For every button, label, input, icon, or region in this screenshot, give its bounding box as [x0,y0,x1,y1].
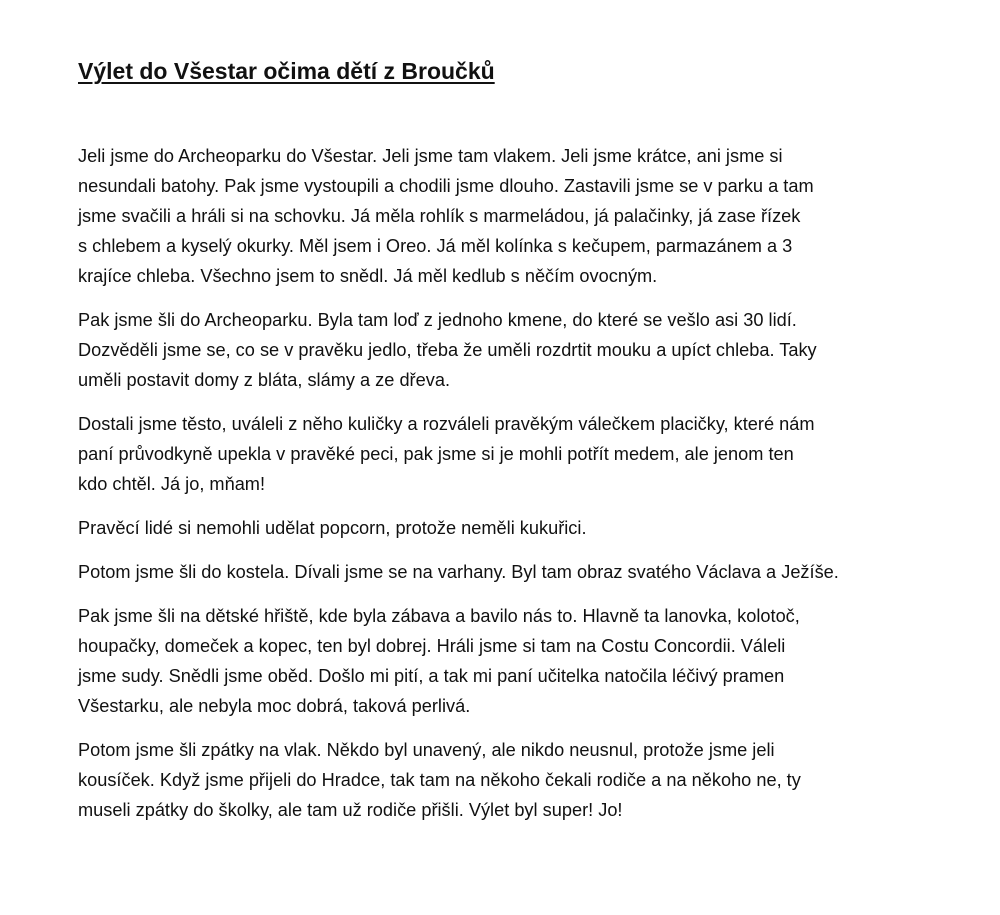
text-line: Pak jsme šli do Archeoparku. Byla tam loď z jednoho kmene, do které se vešlo asi 30 lidí. [78,310,797,330]
text-line: jsme sudy. Snědli jsme oběd. Došlo mi pití, a tak mi paní učitelka natočila léčivý pramen [78,666,785,686]
text-line: s chlebem a kyselý okurky. Měl jsem i Oreo. Já měl kolínka s kečupem, parmazánem a 3 [78,236,793,256]
text-line: Všestarku, ale nebyla moc dobrá, taková perlivá. [78,696,471,716]
paragraph-1 [78,141,938,291]
paragraph-3 [78,409,938,499]
paragraph-5 [78,557,938,587]
text-line: kousíček. Když jsme přijeli do Hradce, tak tam na někoho čekali rodiče a na někoho ne, ty [78,770,801,790]
paragraph-7 [78,735,938,825]
text-line: krajíce chleba. Všechno jsem to snědl. Já měl kedlub s něčím ovocným. [78,266,658,286]
paragraph-2 [78,305,938,395]
text-line: jsme svačili a hráli si na schovku. Já měla rohlík s marmeládou, já palačinky, já zase řízek [78,206,801,226]
document-title: Výlet do Všestar očima dětí z Broučků [78,58,495,84]
text-line: museli zpátky do školky, ale tam už rodiče přišli. Výlet byl super! Jo! [78,800,623,820]
document-page [78,58,938,839]
text-line: Dozvěděli jsme se, co se v pravěku jedlo, třeba že uměli rozdrtit mouku a upíct chleba. Taky [78,340,817,360]
text-line: uměli postavit domy z bláta, slámy a ze dřeva. [78,370,450,390]
text-line: Jeli jsme do Archeoparku do Všestar. Jeli jsme tam vlakem. Jeli jsme krátce, ani jsme si [78,146,783,166]
text-line: Dostali jsme těsto, uváleli z něho kuličky a rozváleli pravěkým válečkem placičky, které nám [78,414,815,434]
text-line: Potom jsme šli do kostela. Dívali jsme se na varhany. Byl tam obraz svatého Václava a Ježíše. [78,562,839,582]
text-line: kdo chtěl. Já jo, mňam! [78,474,266,494]
text-line: houpačky, domeček a kopec, ten byl dobrej. Hráli jsme si tam na Costu Concordii. Váleli [78,636,786,656]
text-line: Potom jsme šli zpátky na vlak. Někdo byl unavený, ale nikdo neusnul, protože jsme jeli [78,740,775,760]
paragraph-6 [78,601,938,721]
text-line: nesundali batohy. Pak jsme vystoupili a chodili jsme dlouho. Zastavili jsme se v parku a tam [78,176,814,196]
paragraph-4 [78,513,938,543]
text-line: Pravěcí lidé si nemohli udělat popcorn, protože neměli kukuřici. [78,518,587,538]
text-line: paní průvodkyně upekla v pravěké peci, pak jsme si je mohli potřít medem, ale jenom ten [78,444,794,464]
text-line: Pak jsme šli na dětské hřiště, kde byla zábava a bavilo nás to. Hlavně ta lanovka, kolotoč, [78,606,800,626]
